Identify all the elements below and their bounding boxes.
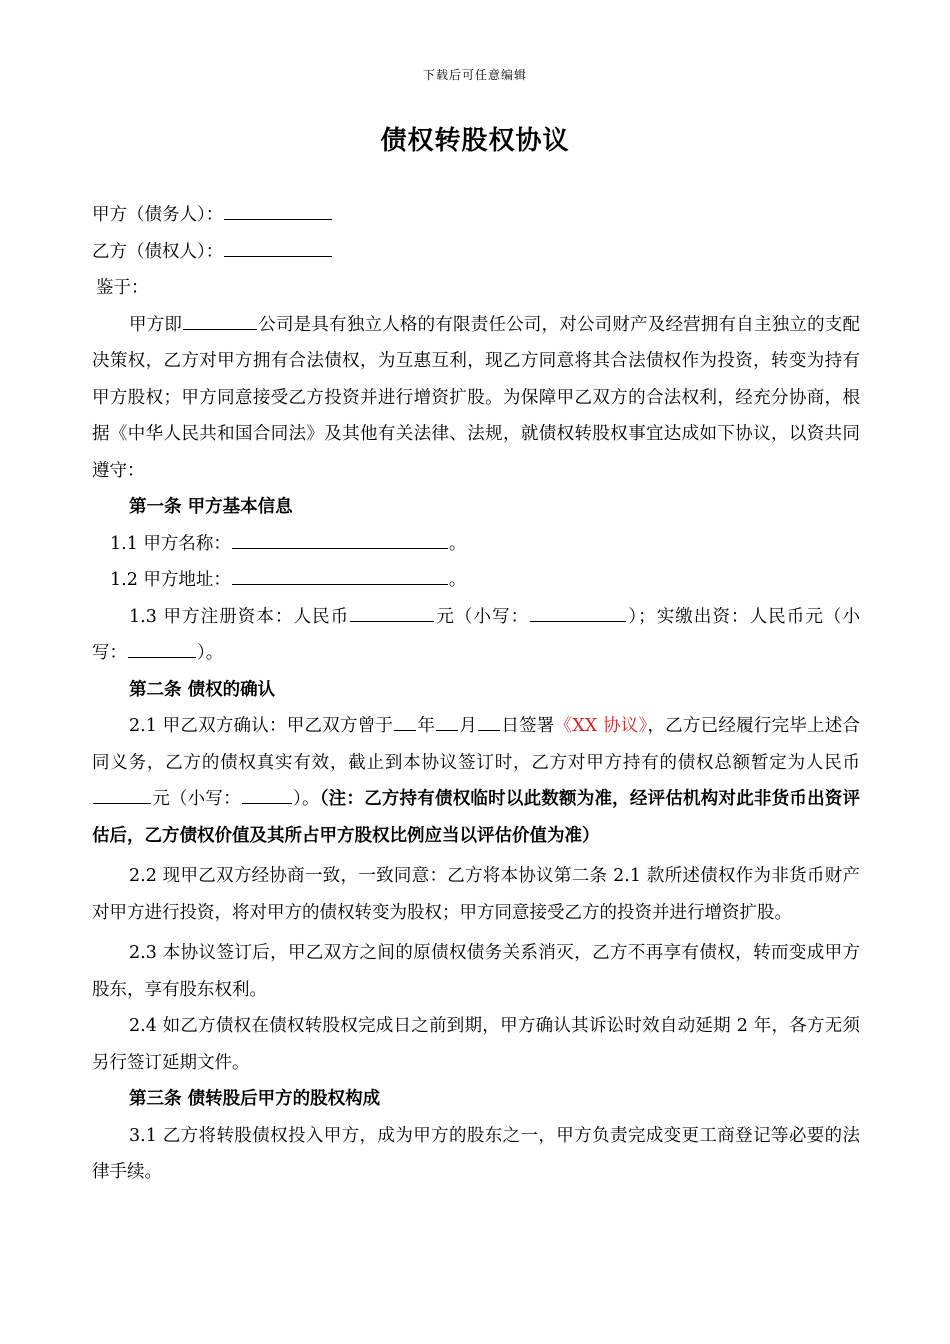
month-blank <box>436 710 458 731</box>
clause-2-1 <box>92 708 860 854</box>
year-label: 年 <box>417 716 436 736</box>
clause-1-3-text-b: 元（小写： <box>435 606 530 627</box>
party-a-blank <box>224 199 332 220</box>
intro-text-b: 公司是具有独立人格的有限责任公司，对公司财产及经营拥有自主独立的支配决策权，乙方对甲方拥有合法债权，为互惠互利，现乙方同意将其合法债权作为投资，转变为持有甲方股权；甲方同意接受乙方投资并进行增资扩股。为保障甲乙双方的合法权利，经充分协商，根据《中华人民共和国合同法》及其他有关法律、法规，就债权转股权事宜达成如下协议，以资共同遵守： <box>92 314 860 481</box>
clause-2-1-text-a: 2.1 甲乙双方确认：甲乙双方曾于 <box>129 716 394 736</box>
clause-2-1-note: （注：乙方持有债权临时以此数额为准，经评估机构对此非货币出资评估后，乙方债权价值及其所占甲方股权比例应当以评估价值为准） <box>92 789 861 846</box>
party-b-blank <box>224 236 332 257</box>
clause-1-3-text-c: ）；实缴出资：人民币 <box>627 606 806 627</box>
clause-1-2 <box>92 562 860 599</box>
clause-1-3-text-d: 元（小写： <box>92 606 860 663</box>
clause-2-2: 2.2 现甲乙双方经协商一致，一致同意：乙方将本协议第二条 2.1 款所述债权作为非货币财产对甲方进行投资，将对甲方的债权转变为股权；甲方同意接受乙方的投资并进行增资扩股。 <box>92 866 860 923</box>
whereas-label: 鉴于： <box>96 278 149 298</box>
intro-paragraph <box>92 307 860 490</box>
document-title: 债权转股权协议 <box>380 126 570 156</box>
month-label: 月 <box>459 716 478 736</box>
header-note: 下载后可任意编辑 <box>422 68 527 82</box>
debt-amount-blank <box>93 783 151 804</box>
day-label: 日签署 <box>501 716 555 736</box>
debt-amount-figure-blank <box>242 783 292 804</box>
party-a-address-blank <box>232 564 448 585</box>
clause-1-3-text-a: 1.3 甲方注册资本：人民币 <box>129 606 350 627</box>
party-b-line <box>92 234 860 271</box>
clause-2-1-text-b: ，乙方已经履行完毕上述合同义务，乙方的债权真实有效，截止到本协议签订时，乙方对甲方持有的债权总额暂定为人民币 <box>92 716 861 773</box>
clause-2-1-text-d: ）。 <box>292 789 320 809</box>
intro-text-a: 甲方即 <box>129 314 183 335</box>
article-1-heading: 第一条 甲方基本信息 <box>129 497 293 517</box>
party-a-label: 甲方（债务人）： <box>92 205 224 225</box>
clause-1-1 <box>92 526 860 563</box>
article-2-heading: 第二条 债权的确认 <box>129 679 276 700</box>
party-b-label: 乙方（债权人）： <box>92 241 224 262</box>
paid-in-capital-figure-blank <box>128 637 196 658</box>
clause-1-1-period: 。 <box>448 533 467 554</box>
clause-2-3: 2.3 本协议签订后，甲乙双方之间的原债权债务关系消灭，乙方不再享有债权，转而变成甲方股东，享有股东权利。 <box>92 943 860 1000</box>
document-body <box>92 197 860 1191</box>
agreement-name: 《XX 协议》 <box>554 716 648 736</box>
day-blank <box>478 710 500 731</box>
clause-1-2-period: 。 <box>448 570 467 590</box>
party-a-line <box>92 197 860 234</box>
clause-1-2-label: 1.2 甲方地址： <box>110 570 231 590</box>
registered-capital-blank <box>350 601 434 622</box>
registered-capital-figure-blank <box>530 601 626 622</box>
clause-3-1: 3.1 乙方将转股债权投入甲方，成为甲方的股东之一，甲方负责完成变更工商登记等必要的法律手续。 <box>92 1125 860 1182</box>
clause-1-1-label: 1.1 甲方名称： <box>110 533 231 554</box>
clause-1-3-text-e: ）。 <box>197 643 224 663</box>
party-a-name-blank <box>232 528 448 549</box>
year-blank <box>394 710 416 731</box>
clause-1-3 <box>92 599 860 672</box>
company-name-blank <box>183 309 257 330</box>
clause-2-1-text-c: 元（小写： <box>152 789 241 809</box>
article-3-heading: 第三条 债转股后甲方的股权构成 <box>129 1089 381 1109</box>
clause-2-4: 2.4 如乙方债权在债权转股权完成日之前到期，甲方确认其诉讼时效自动延期 2 年，各方无须另行签订延期文件。 <box>92 1016 860 1073</box>
